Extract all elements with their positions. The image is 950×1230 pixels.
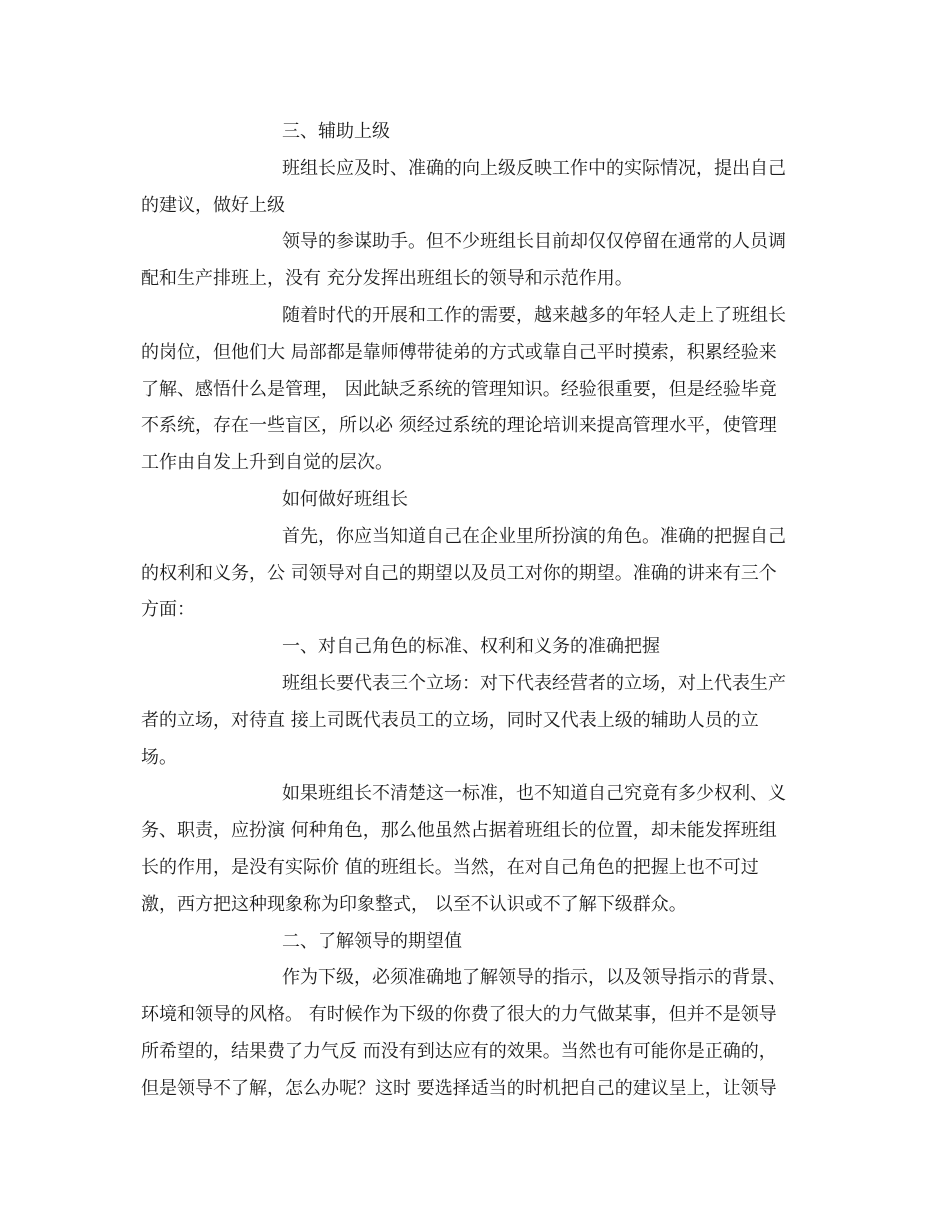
paragraph-first-line: 随着时代的开展和工作的需要，越来越多的年轻人走上了班组长 bbox=[282, 304, 786, 326]
paragraph-first-line: 首先，你应当知道自己在企业里所扮演的角色。准确的把握自己 bbox=[282, 525, 786, 547]
paragraph-line: 环境和领导的风格。 有时候作为下级的你费了很大的力气做某事，但并不是领导 bbox=[141, 1004, 777, 1026]
paragraph-line: 配和生产排班上，没有 充分发挥出班组长的领导和示范作用。 bbox=[141, 268, 633, 290]
paragraph-first-line: 如何做好班组长 bbox=[282, 488, 408, 510]
paragraph-first-line: 领导的参谋助手。但不少班组长目前却仅仅停留在通常的人员调 bbox=[282, 231, 786, 253]
paragraph-line: 的权利和义务，公 司领导对自己的期望以及员工对你的期望。准确的讲来有三个 bbox=[141, 562, 777, 584]
paragraph-first-line: 如果班组长不清楚这一标准，也不知道自己究竟有多少权利、义 bbox=[282, 783, 786, 805]
paragraph-first-line: 作为下级，必须准确地了解领导的指示，以及领导指示的背景、 bbox=[282, 967, 786, 989]
paragraph-line: 务、职责，应扮演 何种角色，那么他虽然占据着班组长的位置，却未能发挥班组 bbox=[141, 820, 777, 842]
paragraph-first-line: 班组长要代表三个立场：对下代表经营者的立场，对上代表生产 bbox=[282, 672, 786, 694]
paragraph-first-line: 三、辅助上级 bbox=[282, 121, 390, 142]
paragraph-line: 所希望的，结果费了力气反 而没有到达应有的效果。当然也有可能你是正确的， bbox=[141, 1040, 777, 1062]
paragraph-line: 的岗位，但他们大 局部都是靠师傅带徒弟的方式或靠自己平时摸索，积累经验来 bbox=[141, 341, 777, 363]
paragraph-line: 的建议，做好上级 bbox=[141, 194, 285, 216]
paragraph-line: 不系统，存在一些盲区，所以必 须经过系统的理论培训来提高管理水平，使管理 bbox=[141, 415, 777, 437]
paragraph-line: 激，西方把这种现象称为印象整式， 以至不认识或不了解下级群众。 bbox=[141, 893, 687, 915]
paragraph-line: 了解、感悟什么是管理， 因此缺乏系统的管理知识。经验很重要，但是经验毕竟 bbox=[141, 378, 777, 400]
paragraph-line: 者的立场，对待直 接上司既代表员工的立场，同时又代表上级的辅助人员的立 bbox=[141, 709, 759, 731]
document-body bbox=[141, 114, 811, 1108]
paragraph-line: 但是领导不了解，怎么办呢？这时 要选择适当的时机把自己的建议呈上，让领导 bbox=[141, 1077, 777, 1099]
paragraph-line: 工作由自发上升到自觉的层次。 bbox=[141, 452, 393, 474]
paragraph-first-line: 班组长应及时、准确的向上级反映工作中的实际情况，提出自己 bbox=[282, 157, 786, 179]
paragraph-line: 方面： bbox=[141, 599, 195, 621]
paragraph-first-line: 二、了解领导的期望值 bbox=[282, 930, 462, 952]
paragraph-line: 长的作用，是没有实际价 值的班组长。当然，在对自己角色的把握上也不可过 bbox=[141, 856, 759, 878]
paragraph-line: 场。 bbox=[141, 746, 177, 768]
paragraph-first-line: 一、对自己角色的标准、权利和义务的准确把握 bbox=[282, 636, 660, 658]
